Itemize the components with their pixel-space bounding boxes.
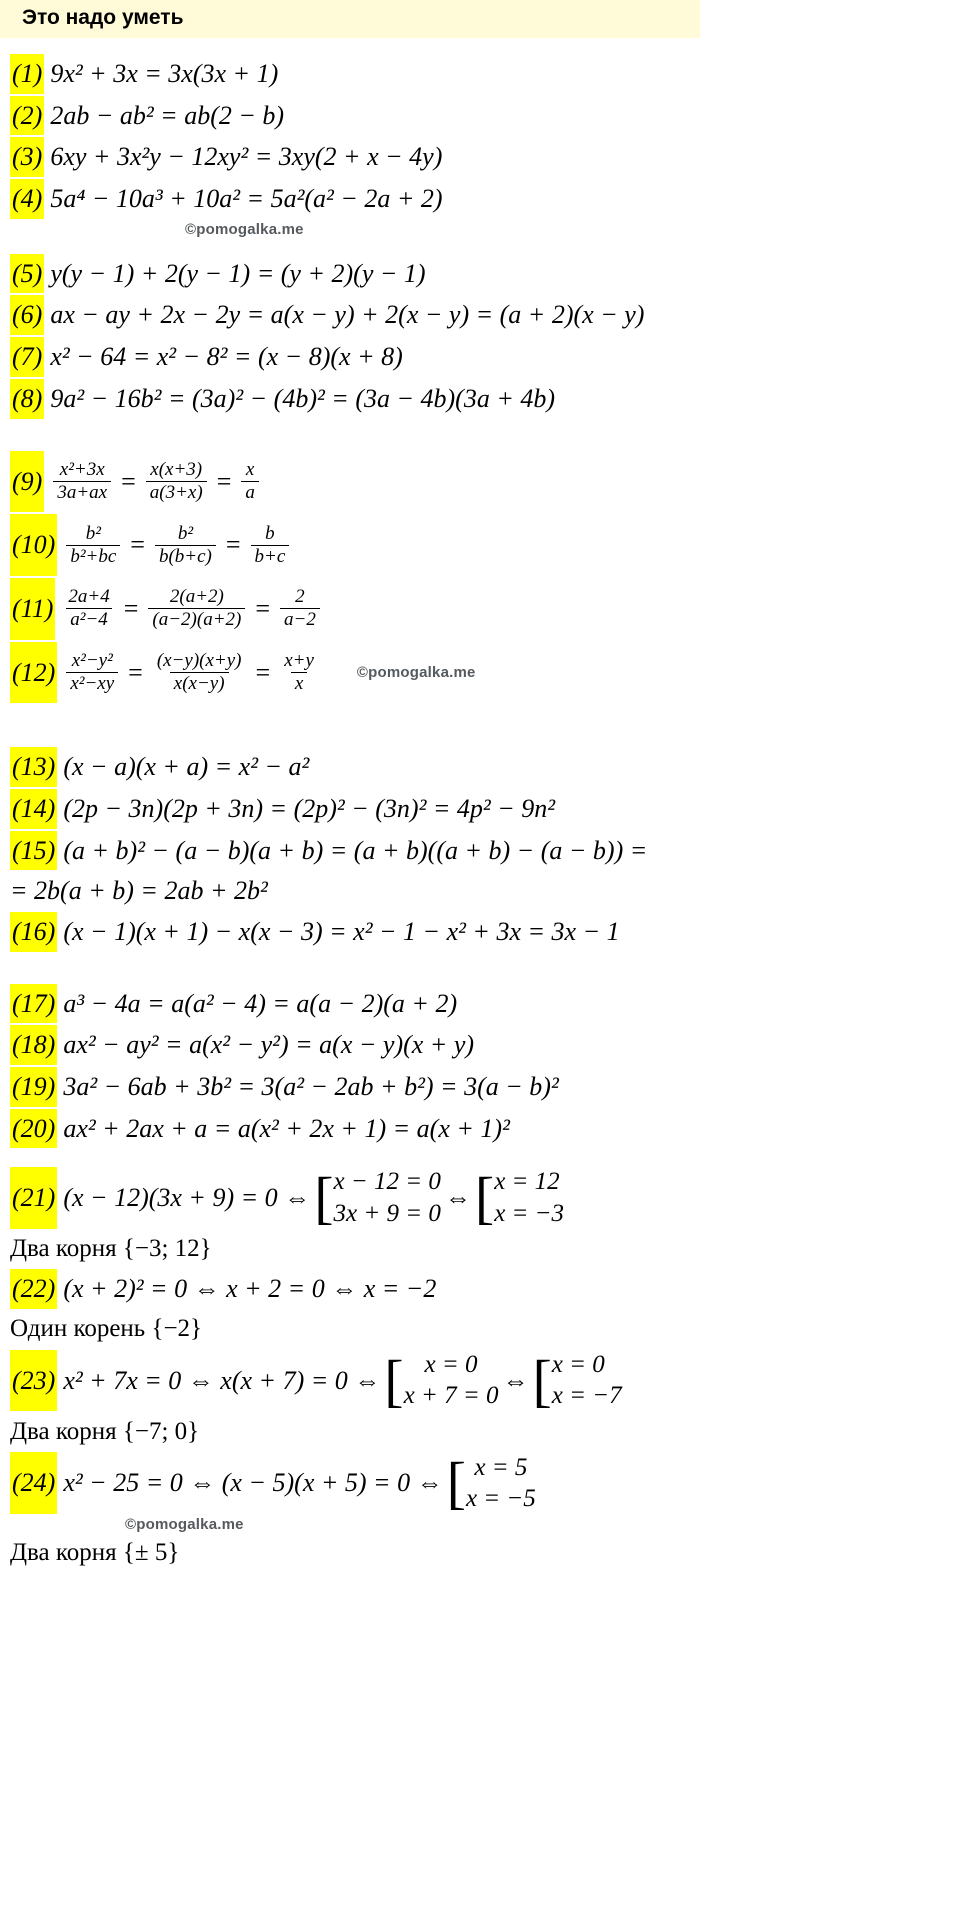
fraction-denominator: a(3+x) <box>146 481 207 504</box>
equation-system <box>384 1349 498 1412</box>
system-row: x = −7 <box>551 1382 622 1410</box>
formula-number: (17) <box>10 984 57 1024</box>
formula-expression: 9x² + 3x = 3x(3x + 1) <box>50 59 279 88</box>
fraction-denominator: x <box>291 672 307 695</box>
page-title: Это надо уметь <box>22 6 184 29</box>
formula-expression: 6xy + 3x²y − 12xy² = 3xy(2 + x − 4y) <box>50 142 443 172</box>
answer-line <box>10 1535 950 1571</box>
formula-line <box>10 337 950 377</box>
formula-line <box>10 254 950 294</box>
system-row: x = 0 <box>424 1351 478 1379</box>
watermark-row <box>10 221 950 238</box>
formula-number: (19) <box>10 1067 57 1107</box>
fraction-numerator: x(x+3) <box>150 459 203 480</box>
formula-expression: ax − ay + 2x − 2y = a(x − y) + 2(x − y) = (a + 2)(x − y) <box>50 300 645 330</box>
system-row: x − 12 = 0 <box>333 1168 441 1196</box>
equals-sign: = <box>121 466 136 496</box>
formula-line <box>10 789 950 829</box>
formula-expression: y(y − 1) + 2(y − 1) = (y + 2)(y − 1) <box>50 258 426 288</box>
equation-system <box>532 1349 621 1412</box>
fraction-numerator: x²−y² <box>71 650 113 672</box>
fraction-numerator: (x−y)(x+y) <box>156 650 242 672</box>
formula-continuation-line <box>10 872 950 910</box>
formula-number: (7) <box>10 337 44 377</box>
equals-sign: = <box>255 657 271 687</box>
equals-sign: = <box>130 530 145 560</box>
formula-number: (24) <box>10 1452 57 1514</box>
system-bracket-icon: [ <box>314 1164 334 1230</box>
fraction-numerator: 2(a+2) <box>169 586 224 608</box>
formula-number: (13) <box>10 747 57 787</box>
formula-expression: 9a² − 16b² = (3a)² − (4b)² = (3a − 4b)(3a + 4b) <box>50 383 556 413</box>
formula-group-fractions <box>10 451 950 704</box>
answer-text: Два корня {−7; 0} <box>10 1417 200 1445</box>
fraction <box>280 586 320 631</box>
formula-expression: = 2b(a + b) = 2ab + 2b² <box>10 876 268 906</box>
equation-lead: x² − 25 = 0 ⇔ (x − 5)(x + 5) = 0 ⇔ <box>63 1468 443 1498</box>
fraction-denominator: a <box>241 481 259 504</box>
equation-line <box>10 1349 950 1412</box>
equation-line <box>10 1166 950 1229</box>
system-row: 3x + 9 = 0 <box>333 1199 441 1227</box>
equation-line <box>10 1452 950 1515</box>
fraction <box>153 650 246 695</box>
system-bracket-icon: [ <box>446 1450 466 1516</box>
worksheet-content <box>0 38 960 1572</box>
equals-sign: = <box>255 593 271 623</box>
fraction <box>241 459 259 504</box>
fraction <box>53 459 111 504</box>
answer-text: Два корня {−3; 12} <box>10 1234 212 1262</box>
formula-line <box>10 295 950 335</box>
equals-sign: = <box>128 657 143 687</box>
fraction-denominator: a²−4 <box>66 608 112 631</box>
equation-lead: x² + 7x = 0 ⇔ x(x + 7) = 0 ⇔ <box>63 1365 381 1395</box>
system-row: x = 5 <box>474 1453 528 1481</box>
formula-line <box>10 379 950 419</box>
formula-expression: a³ − 4a = a(a² − 4) = a(a − 2)(a + 2) <box>63 988 458 1018</box>
formula-expression: x² − 64 = x² − 8² = (x − 8)(x + 8) <box>50 342 403 372</box>
formula-number: (10) <box>10 514 57 576</box>
equation-line <box>10 1269 950 1309</box>
formula-group-grouping <box>10 254 950 419</box>
system-bracket-icon: [ <box>384 1347 404 1413</box>
formula-line <box>10 912 950 952</box>
formula-number: (23) <box>10 1350 57 1412</box>
fraction-line <box>10 514 950 576</box>
formula-number: (18) <box>10 1025 57 1065</box>
fraction <box>251 523 290 568</box>
formula-number: (4) <box>10 179 44 219</box>
fraction-numerator: b <box>265 522 275 544</box>
fraction-numerator: b² <box>85 522 101 544</box>
fraction <box>155 523 216 568</box>
formula-line <box>10 747 950 787</box>
fraction <box>66 650 118 695</box>
fraction <box>148 586 245 631</box>
fraction-numerator: x²+3x <box>59 459 105 480</box>
equals-sign: = <box>216 466 232 496</box>
fraction-numerator: x <box>245 459 255 480</box>
fraction-denominator: 3a+ax <box>53 481 111 504</box>
formula-expression: (x − 1)(x + 1) − x(x − 3) = x² − 1 − x² + 3x = 3x − 1 <box>63 917 620 946</box>
system-bracket-icon: [ <box>532 1347 552 1413</box>
fraction <box>146 459 207 504</box>
formula-expression: ax² − ay² = a(x² − y²) = a(x − y)(x + y) <box>63 1030 475 1060</box>
formula-number: (6) <box>10 295 44 335</box>
formula-group-common-factor <box>10 984 950 1149</box>
formula-number: (1) <box>10 54 44 94</box>
formula-number: (11) <box>10 578 55 640</box>
formula-line <box>10 984 950 1024</box>
formula-number: (16) <box>10 912 57 952</box>
fraction-denominator: (a−2)(a+2) <box>148 608 245 631</box>
formula-line <box>10 1025 950 1065</box>
equation-system <box>314 1166 441 1229</box>
formula-number: (15) <box>10 831 57 871</box>
formula-number: (9) <box>10 451 44 513</box>
formula-expression: (2p − 3n)(2p + 3n) = (2p)² − (3n)² = 4p² − 9n² <box>63 793 556 823</box>
formula-expression: 2ab − ab² = ab(2 − b) <box>50 100 285 130</box>
system-row: x = −5 <box>465 1485 536 1513</box>
formula-group-factoring <box>10 54 950 219</box>
fraction-denominator: a−2 <box>280 608 320 631</box>
formula-group-equations <box>10 1166 950 1571</box>
formula-number: (3) <box>10 137 44 177</box>
answer-text: Два корня {± 5} <box>10 1539 180 1567</box>
formula-number: (22) <box>10 1269 57 1309</box>
equivalence-sign: ⇔ <box>444 1182 471 1212</box>
watermark: ©pomogalka.me <box>185 220 304 238</box>
formula-line <box>10 96 950 136</box>
fraction-denominator: x(x−y) <box>170 672 229 695</box>
formula-line <box>10 1109 950 1149</box>
answer-line <box>10 1231 950 1267</box>
formula-expression: 5a⁴ − 10a³ + 10a² = 5a²(a² − 2a + 2) <box>50 184 443 214</box>
formula-number: (21) <box>10 1167 57 1229</box>
formula-line <box>10 1067 950 1107</box>
system-row: x = 12 <box>494 1168 560 1196</box>
formula-number: (5) <box>10 254 44 294</box>
answer-text: Один корень {−2} <box>10 1314 203 1342</box>
formula-number: (12) <box>10 642 57 704</box>
fraction <box>280 650 318 695</box>
fraction-numerator: b² <box>177 522 194 544</box>
watermark: ©pomogalka.me <box>356 663 476 681</box>
formula-number: (2) <box>10 96 44 136</box>
formula-expression: 3a² − 6ab + 3b² = 3(a² − 2ab + b²) = 3(a − b)² <box>63 1072 559 1102</box>
system-row: x = −3 <box>494 1199 565 1227</box>
fraction-line <box>10 451 950 513</box>
page-title-bar <box>0 0 700 38</box>
watermark: ©pomogalka.me <box>125 1516 244 1534</box>
formula-group-difference-of-squares <box>10 747 950 951</box>
fraction-denominator: b+c <box>251 545 290 568</box>
formula-line <box>10 179 950 219</box>
formula-number: (20) <box>10 1109 57 1149</box>
fraction-denominator: b(b+c) <box>155 545 216 568</box>
answer-line <box>10 1414 950 1450</box>
equals-sign: = <box>225 530 241 560</box>
fraction-numerator: 2a+4 <box>68 586 110 608</box>
formula-line <box>10 831 950 871</box>
system-row: x = 0 <box>551 1351 605 1379</box>
fraction-denominator: b²+bc <box>66 545 120 568</box>
formula-line <box>10 137 950 177</box>
answer-line <box>10 1311 950 1347</box>
formula-expression: (x − a)(x + a) = x² − a² <box>63 752 310 782</box>
equation-lead: (x + 2)² = 0 ⇔ x + 2 = 0 ⇔ x = −2 <box>63 1274 437 1304</box>
fraction-line <box>10 642 950 704</box>
system-bracket-icon: [ <box>474 1164 495 1230</box>
fraction-numerator: x+y <box>284 650 314 672</box>
equation-system <box>447 1452 536 1515</box>
fraction <box>66 523 120 568</box>
formula-number: (14) <box>10 789 57 829</box>
formula-expression: ax² + 2ax + a = a(x² + 2x + 1) = a(x + 1)² <box>63 1113 510 1143</box>
equation-system <box>475 1166 564 1229</box>
fraction-denominator: x²−xy <box>66 672 118 695</box>
system-row: x + 7 = 0 <box>403 1382 499 1410</box>
formula-line <box>10 54 950 94</box>
equivalence-sign: ⇔ <box>502 1365 529 1395</box>
formula-number: (8) <box>10 379 44 419</box>
formula-expression: (a + b)² − (a − b)(a + b) = (a + b)((a + b) − (a − b)) = <box>63 835 648 865</box>
equation-lead: (x − 12)(3x + 9) = 0 ⇔ <box>63 1182 311 1212</box>
fraction <box>64 586 113 631</box>
fraction-line <box>10 578 950 640</box>
equals-sign: = <box>123 593 139 623</box>
watermark-row <box>10 1516 950 1533</box>
fraction-numerator: 2 <box>295 586 305 608</box>
